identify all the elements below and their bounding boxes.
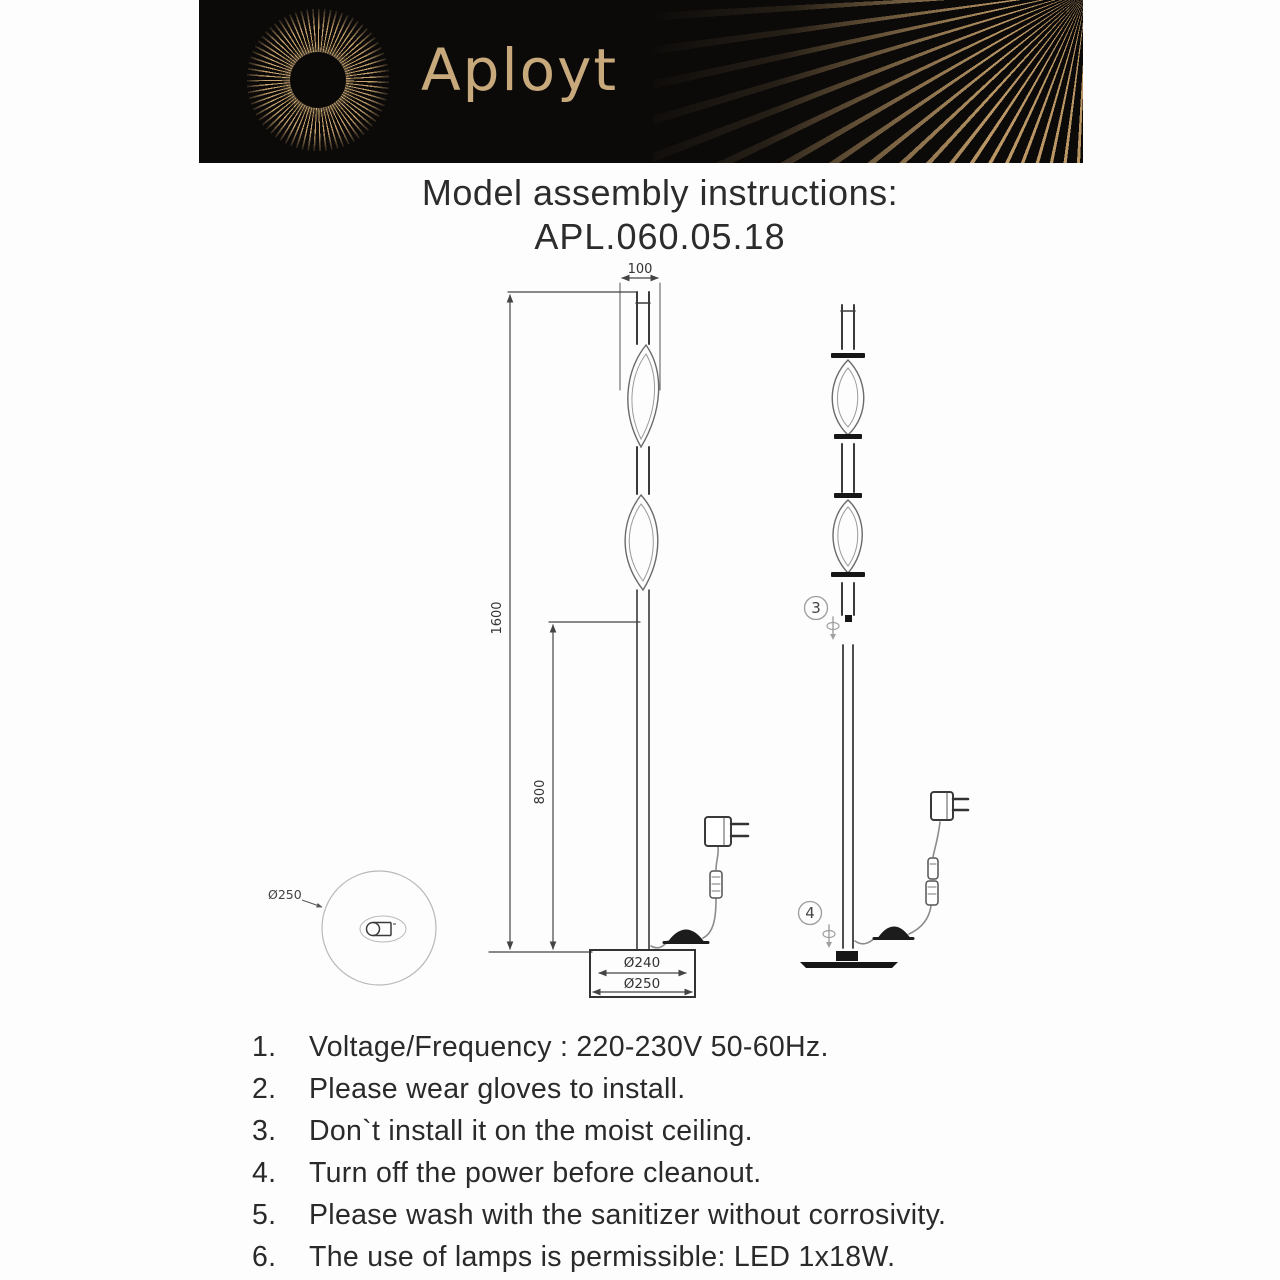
brand-wordmark: Aployt (421, 36, 619, 104)
pole-socket-icon (367, 923, 397, 936)
dim-total-height-label: 1600 (490, 601, 505, 635)
dim-base-bottom-label: Ø250 (623, 976, 661, 992)
item-text: Don`t install it on the moist ceiling. (309, 1115, 753, 1147)
list-item (252, 1068, 1072, 1110)
twist-arrow-icon (827, 617, 839, 640)
front-base (590, 950, 695, 997)
dim-total-height (490, 292, 637, 949)
corner-rays-decoration-icon (653, 0, 1083, 163)
callout-4-label: 4 (805, 904, 815, 922)
title-block (340, 170, 980, 259)
power-plug-icon (931, 792, 953, 820)
list-item (252, 1152, 1072, 1194)
item-number: 6. (252, 1241, 277, 1273)
side-leaf-upper (832, 360, 864, 435)
list-item (252, 1110, 1072, 1152)
assembly-diagram (0, 255, 1280, 1030)
side-lamp-upper (831, 305, 865, 622)
callout-3 (805, 597, 840, 641)
front-lamp-body (625, 292, 659, 950)
cord-connector-icon (926, 881, 938, 905)
power-plug-icon (705, 817, 731, 846)
sunburst-logo-icon (247, 9, 389, 151)
item-text: Voltage/Frequency : 220-230V 50-60Hz. (309, 1031, 829, 1063)
top-view (268, 871, 436, 985)
side-base-plate (800, 962, 898, 968)
callout-4 (799, 902, 836, 949)
foot-switch-icon (879, 927, 909, 937)
instructions-list (252, 1026, 1072, 1278)
dim-top-width (620, 262, 660, 390)
dim-lower-height-label: 800 (533, 779, 548, 805)
dim-top-width-label: 100 (627, 262, 653, 277)
dim-lower-height (533, 622, 640, 949)
item-number: 5. (252, 1199, 277, 1231)
item-text: Please wear gloves to install. (309, 1073, 686, 1105)
model-number: APL.060.05.18 (534, 216, 786, 257)
dim-base-top-label: Ø240 (623, 955, 661, 971)
item-number: 2. (252, 1073, 277, 1105)
list-item (252, 1026, 1072, 1068)
list-item (252, 1194, 1072, 1236)
twist-arrow-icon (823, 925, 835, 948)
page-title: Model assembly instructions: (421, 172, 899, 213)
top-view-diameter-label: Ø250 (268, 887, 302, 902)
item-number: 4. (252, 1157, 277, 1189)
item-text: Please wash with the sanitizer without corrosivity. (309, 1199, 947, 1231)
item-number: 3. (252, 1115, 277, 1147)
front-view (489, 262, 748, 997)
item-number: 1. (252, 1031, 277, 1063)
item-text: Turn off the power before cleanout. (309, 1157, 762, 1189)
foot-switch-icon (669, 930, 703, 941)
side-view (799, 305, 969, 968)
list-item (252, 1236, 1072, 1278)
callout-3-label: 3 (811, 599, 821, 617)
front-cord-set (651, 817, 748, 948)
header-banner (199, 0, 1083, 163)
item-text: The use of lamps is permissible: LED 1x18W. (309, 1241, 896, 1273)
side-cord-set (855, 792, 968, 944)
